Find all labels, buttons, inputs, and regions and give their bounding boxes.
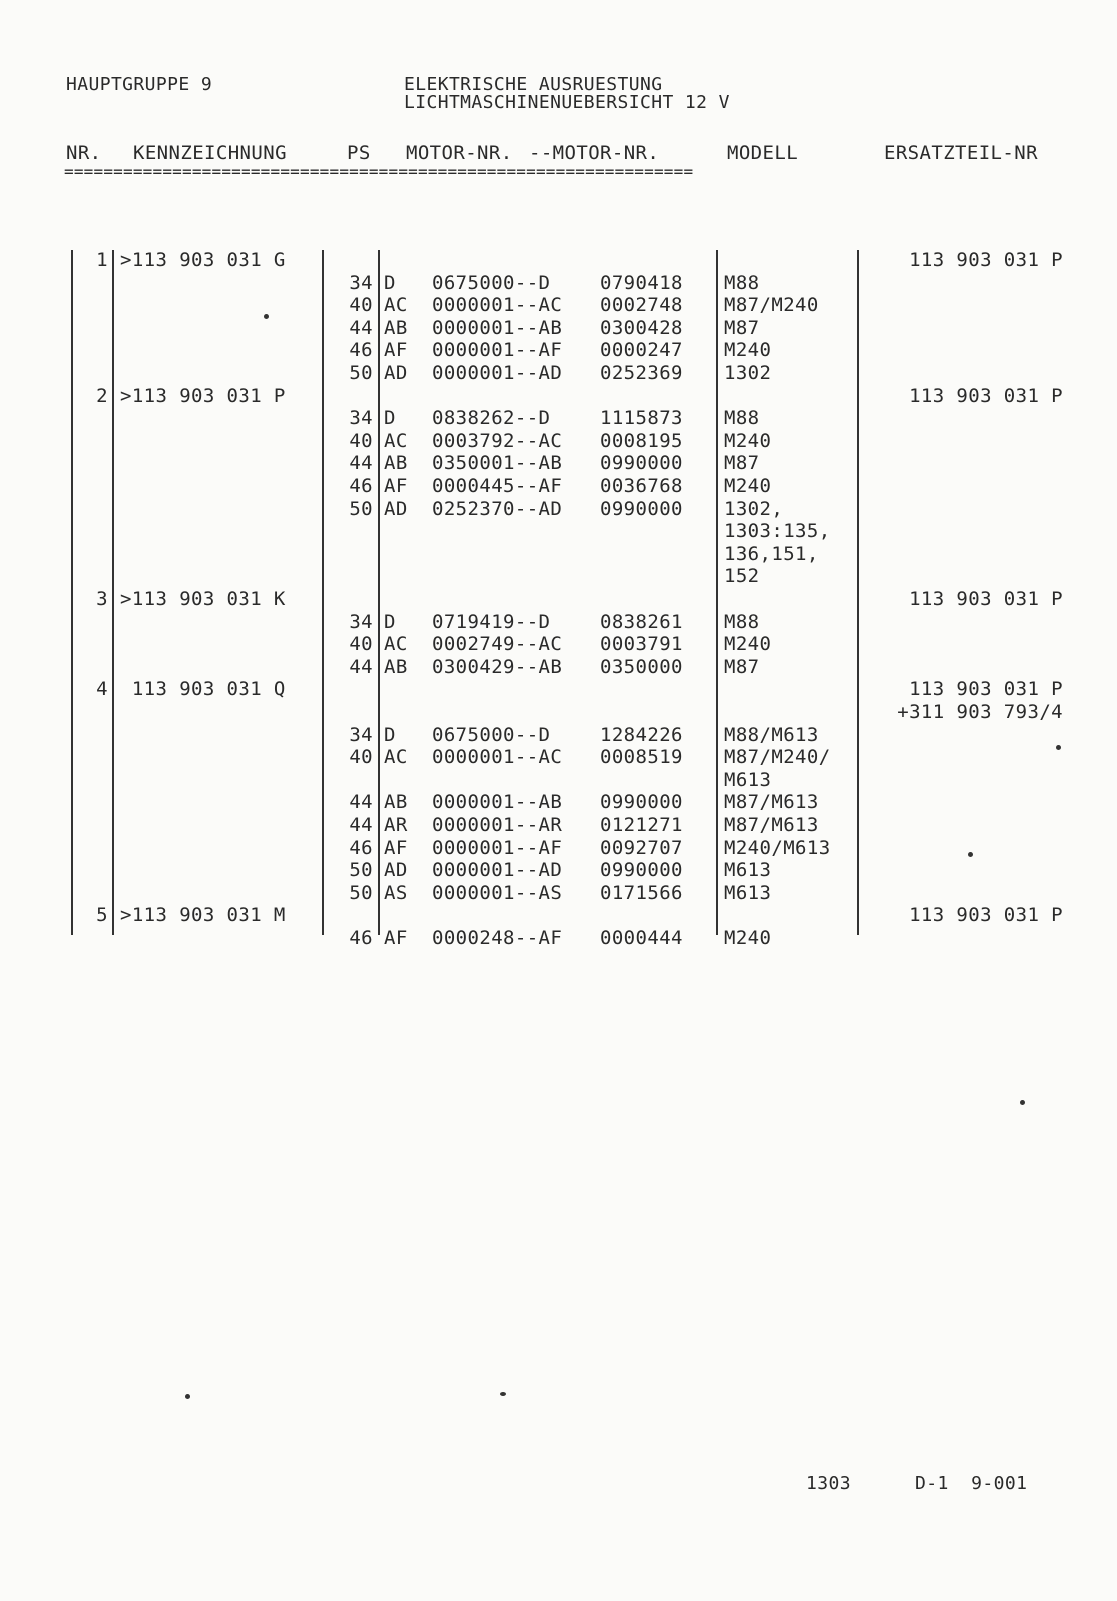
row-motor-to: 0350000	[600, 655, 683, 678]
entry-kennzeichnung: >113 903 031 G	[120, 249, 286, 271]
table-rule-left	[71, 250, 73, 935]
row-motor-to: 0990000	[600, 791, 683, 814]
row-modell: M87	[724, 316, 760, 339]
row-modell: M240	[724, 429, 772, 452]
row-motor-from: 0000001--AD	[432, 859, 563, 882]
row-motor-to: 0000247	[600, 339, 683, 362]
row-ps: 34	[349, 723, 373, 746]
row-modell: M240	[724, 633, 772, 656]
row-motor-from: 0000248--AF	[432, 927, 563, 949]
row-code: AF	[384, 475, 408, 497]
row-ps: 40	[349, 633, 373, 656]
scan-speck	[1056, 745, 1061, 750]
entry-kennzeichnung: >113 903 031 P	[120, 384, 286, 407]
row-modell: M88/M613	[724, 723, 819, 746]
scan-speck	[968, 852, 973, 857]
row-code: AC	[384, 429, 408, 452]
table-rule-modell	[857, 250, 859, 935]
row-modell: M87/M240/	[724, 746, 831, 769]
footer-code: 1303	[806, 1473, 851, 1494]
row-motor-to: 0121271	[600, 814, 683, 836]
col-header-nr: NR.	[66, 142, 102, 164]
table-rule-kennzeichnung	[322, 250, 324, 935]
row-motor-from: 0000001--AB	[432, 791, 563, 814]
row-code: AC	[384, 633, 408, 656]
row-motor-to: 0036768	[600, 475, 683, 497]
row-motor-from: 0000001--AD	[432, 362, 563, 384]
row-motor-from: 0675000--D	[432, 723, 551, 746]
row-ps: 34	[349, 610, 373, 633]
entry-ersatzteil-nr: +311 903 793/4	[897, 701, 1063, 723]
entry-ersatzteil-nr: 113 903 031 P	[909, 904, 1063, 927]
col-header-modell: MODELL	[727, 142, 799, 164]
footer-page: D-1 9-001	[915, 1473, 1028, 1494]
row-modell: 1302	[724, 362, 772, 384]
row-modell: M240	[724, 339, 772, 362]
row-ps: 46	[349, 836, 373, 859]
row-motor-from: 0000001--AC	[432, 294, 563, 317]
row-ps: 40	[349, 746, 373, 769]
group-label: HAUPTGRUPPE 9	[66, 74, 213, 95]
row-code: AB	[384, 316, 408, 339]
table-rule-nr	[112, 250, 114, 935]
entry-kennzeichnung: 113 903 031 Q	[120, 678, 286, 701]
row-code: AC	[384, 294, 408, 317]
row-motor-to: 0008519	[600, 746, 683, 769]
col-header-ps: PS	[347, 142, 371, 164]
row-modell: M613	[724, 859, 772, 882]
row-motor-from: 0000001--AC	[432, 746, 563, 769]
entry-ersatzteil-nr: 113 903 031 P	[909, 588, 1063, 610]
row-code: AF	[384, 339, 408, 362]
row-motor-from: 0000445--AF	[432, 475, 563, 497]
row-modell: M87/M613	[724, 814, 819, 836]
row-motor-from: 0300429--AB	[432, 655, 563, 678]
entry-nr: 5	[96, 904, 108, 927]
table-rule-ps	[378, 250, 380, 935]
row-code: AF	[384, 836, 408, 859]
row-code: D	[384, 271, 396, 294]
row-modell: 152	[724, 565, 760, 588]
entry-nr: 2	[96, 384, 108, 407]
row-ps: 40	[349, 294, 373, 317]
entry-nr: 3	[96, 588, 108, 610]
row-code: AC	[384, 746, 408, 769]
row-code: AB	[384, 791, 408, 814]
row-motor-to: 0000444	[600, 927, 683, 949]
row-code: AF	[384, 927, 408, 949]
row-modell: M88	[724, 271, 760, 294]
row-motor-to: 1284226	[600, 723, 683, 746]
row-motor-to: 0300428	[600, 316, 683, 339]
row-motor-to: 1115873	[600, 407, 683, 430]
row-motor-to: 0990000	[600, 452, 683, 475]
header-separator: ================================================================	[64, 162, 694, 181]
row-modell: M240/M613	[724, 836, 831, 859]
document-title: ELEKTRISCHE AUSRUESTUNG	[404, 74, 663, 95]
row-ps: 44	[349, 655, 373, 678]
row-motor-from: 0002749--AC	[432, 633, 563, 656]
row-motor-to: 0002748	[600, 294, 683, 317]
row-ps: 34	[349, 407, 373, 430]
row-motor-to: 0092707	[600, 836, 683, 859]
row-modell: M88	[724, 407, 760, 430]
row-ps: 50	[349, 881, 373, 904]
row-ps: 50	[349, 497, 373, 520]
row-code: AB	[384, 655, 408, 678]
col-header-motor-to: --MOTOR-NR.	[529, 142, 660, 164]
row-ps: 40	[349, 429, 373, 452]
entry-kennzeichnung: >113 903 031 M	[120, 904, 286, 927]
row-ps: 50	[349, 859, 373, 882]
row-motor-from: 0000001--AF	[432, 339, 563, 362]
row-code: AB	[384, 452, 408, 475]
row-code: D	[384, 723, 396, 746]
scan-speck	[500, 1392, 506, 1396]
row-motor-from: 0000001--AF	[432, 836, 563, 859]
row-ps: 34	[349, 271, 373, 294]
row-modell: M87	[724, 452, 760, 475]
row-modell: M87/M613	[724, 791, 819, 814]
col-header-motor-from: MOTOR-NR.	[406, 142, 513, 164]
entry-ersatzteil-nr: 113 903 031 P	[909, 678, 1063, 701]
row-motor-to: 0008195	[600, 429, 683, 452]
scan-speck	[185, 1394, 190, 1399]
row-motor-from: 0675000--D	[432, 271, 551, 294]
row-motor-from: 0000001--AR	[432, 814, 563, 836]
scan-speck	[264, 314, 269, 319]
row-modell: M87/M240	[724, 294, 819, 317]
row-ps: 46	[349, 927, 373, 949]
row-ps: 44	[349, 452, 373, 475]
row-code: AD	[384, 362, 408, 384]
row-motor-from: 0719419--D	[432, 610, 551, 633]
row-modell: M240	[724, 927, 772, 949]
row-motor-from: 0003792--AC	[432, 429, 563, 452]
row-ps: 44	[349, 814, 373, 836]
row-ps: 44	[349, 316, 373, 339]
row-code: AS	[384, 881, 408, 904]
row-motor-from: 0350001--AB	[432, 452, 563, 475]
entry-ersatzteil-nr: 113 903 031 P	[909, 249, 1063, 271]
row-modell: 1302,	[724, 497, 784, 520]
row-motor-to: 0790418	[600, 271, 683, 294]
col-header-kennzeichnung: KENNZEICHNUNG	[133, 142, 287, 164]
row-modell: M613	[724, 768, 772, 791]
row-motor-to: 0990000	[600, 497, 683, 520]
row-modell: M240	[724, 475, 772, 497]
row-ps: 50	[349, 362, 373, 384]
row-modell: M88	[724, 610, 760, 633]
row-motor-from: 0838262--D	[432, 407, 551, 430]
row-code: AR	[384, 814, 408, 836]
row-ps: 44	[349, 791, 373, 814]
row-motor-from: 0252370--AD	[432, 497, 563, 520]
row-motor-to: 0990000	[600, 859, 683, 882]
document-subtitle: LICHTMASCHINENUEBERSICHT 12 V	[404, 92, 730, 113]
entry-nr: 4	[96, 678, 108, 701]
row-motor-to: 0003791	[600, 633, 683, 656]
row-motor-to: 0838261	[600, 610, 683, 633]
row-code: AD	[384, 497, 408, 520]
row-modell: M87	[724, 655, 760, 678]
row-modell: 136,151,	[724, 542, 819, 565]
row-motor-from: 0000001--AB	[432, 316, 563, 339]
col-header-ersatzteil: ERSATZTEIL-NR	[884, 142, 1038, 164]
entry-kennzeichnung: >113 903 031 K	[120, 588, 286, 610]
row-modell: 1303:135,	[724, 520, 831, 543]
row-motor-to: 0252369	[600, 362, 683, 384]
row-code: AD	[384, 859, 408, 882]
row-motor-to: 0171566	[600, 881, 683, 904]
row-code: D	[384, 407, 396, 430]
row-modell: M613	[724, 881, 772, 904]
row-ps: 46	[349, 475, 373, 497]
table-rule-motor	[716, 250, 718, 935]
entry-nr: 1	[96, 249, 108, 271]
row-code: D	[384, 610, 396, 633]
row-ps: 46	[349, 339, 373, 362]
entry-ersatzteil-nr: 113 903 031 P	[909, 384, 1063, 407]
row-motor-from: 0000001--AS	[432, 881, 563, 904]
scan-speck	[1020, 1100, 1025, 1105]
